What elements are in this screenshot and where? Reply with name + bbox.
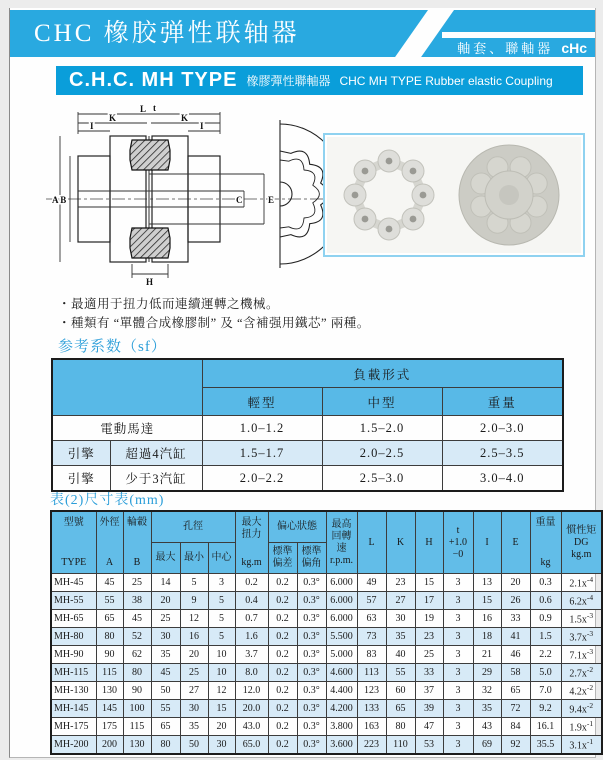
dim-value: 1.5 [530, 628, 561, 646]
dim-table-row [51, 700, 602, 718]
sf-value: 2.0–3.0 [442, 416, 563, 441]
page-header-band [10, 10, 595, 57]
dim-value: 3 [443, 718, 473, 736]
dim-value: 45 [123, 610, 151, 628]
dim-value: 0.3° [297, 718, 326, 736]
dim-value: 35 [180, 718, 208, 736]
dim-value: 73 [357, 628, 386, 646]
dim-value: 45 [96, 574, 123, 592]
dim-value: 6.000 [326, 574, 357, 592]
dim-value: 12 [180, 610, 208, 628]
dim-table-row [51, 718, 602, 736]
dim-value: 3 [208, 574, 235, 592]
dim-value: 0.2 [268, 664, 297, 682]
dim-inertia-value: $4.2x^{-2}$ [561, 682, 602, 700]
dim-value: 3.7 [235, 646, 268, 664]
sf-row-label: 引擎 [52, 466, 110, 492]
product-photo-image [327, 137, 581, 253]
category-tab [457, 37, 587, 58]
dim-value: 20 [180, 646, 208, 664]
dim-section-title: 表(2)尺寸表(mm) [50, 493, 165, 508]
dim-value: 6.000 [326, 610, 357, 628]
dim-value: 23 [415, 628, 443, 646]
dim-value: 5.0 [530, 664, 561, 682]
dim-value: 92 [501, 736, 530, 755]
dim-value: 0.3° [297, 736, 326, 755]
dim-value: 16.1 [530, 718, 561, 736]
dim-value: 47 [415, 718, 443, 736]
product-title-en: CHC MH TYPE Rubber elastic Coupling [339, 73, 553, 88]
dim-value: 3 [443, 574, 473, 592]
dim-value: 30 [180, 700, 208, 718]
dim-value: 37 [415, 682, 443, 700]
dim-value: 29 [473, 664, 501, 682]
dim-value: 90 [96, 646, 123, 664]
col-header-bore-min: 最小 [180, 543, 208, 574]
dim-value: 5 [208, 628, 235, 646]
dim-value: 49 [357, 574, 386, 592]
dim-value: 50 [180, 736, 208, 755]
dim-value: 55 [386, 664, 415, 682]
dim-value: 38 [123, 592, 151, 610]
col-header-std-deviation: 標準 偏差 [268, 543, 297, 574]
dim-value: 10 [208, 646, 235, 664]
sf-row-sublabel: 少于3汽缸 [110, 466, 202, 492]
dim-table-row [51, 682, 602, 700]
dim-type: MH-130 [51, 682, 96, 700]
dim-value: 55 [96, 592, 123, 610]
col-header-torque: 最大 扭力 kg.m [235, 511, 268, 574]
dim-value: 65 [386, 700, 415, 718]
page-title: CHC 橡胶弹性联轴器 [34, 20, 300, 47]
dim-value: 5.000 [326, 646, 357, 664]
dim-value: 0.2 [268, 718, 297, 736]
dim-value: 26 [501, 592, 530, 610]
dim-value: 53 [415, 736, 443, 755]
dim-value: 25 [180, 664, 208, 682]
dim-value: 33 [415, 664, 443, 682]
dim-value: 25 [123, 574, 151, 592]
dim-value: 21 [473, 646, 501, 664]
dim-value: 39 [415, 700, 443, 718]
dim-value: 25 [151, 610, 180, 628]
dim-inertia-value: $3.7x^{-3}$ [561, 628, 602, 646]
dim-value: 0.2 [268, 610, 297, 628]
col-header-H: H [415, 511, 443, 574]
col-header-I: I [473, 511, 501, 574]
dim-value: 16 [473, 610, 501, 628]
dim-value: 33 [501, 610, 530, 628]
dim-type: MH-55 [51, 592, 96, 610]
dim-value: 110 [386, 736, 415, 755]
feature-note-1: ・最適用于扭力低而連續運轉之機械。 [58, 297, 280, 311]
dim-value: 13 [473, 574, 501, 592]
dim-value: 32 [473, 682, 501, 700]
dim-value: 80 [386, 718, 415, 736]
dim-value: 90 [123, 682, 151, 700]
dim-value: 84 [501, 718, 530, 736]
dim-value: 3 [443, 646, 473, 664]
rubber-disc-element [459, 145, 559, 245]
dim-value: 16 [180, 628, 208, 646]
dim-value: 130 [123, 736, 151, 755]
dim-value: 163 [357, 718, 386, 736]
dim-value: 20 [501, 574, 530, 592]
dim-value: 0.3° [297, 610, 326, 628]
dim-value: 58 [501, 664, 530, 682]
dim-inertia-value: $7.1x^{-3}$ [561, 646, 602, 664]
dim-value: 3.800 [326, 718, 357, 736]
dim-value: 17 [415, 592, 443, 610]
dim-value: 23 [386, 574, 415, 592]
sf-row-label: 電動馬達 [52, 416, 202, 441]
dim-value: 43.0 [235, 718, 268, 736]
sf-table-row [52, 441, 563, 466]
dim-value: 41 [501, 628, 530, 646]
dim-value: 4.400 [326, 682, 357, 700]
dim-value: 7.0 [530, 682, 561, 700]
sf-row-label: 引擎 [52, 441, 110, 466]
dim-value: 9 [180, 592, 208, 610]
dim-value: 3 [443, 700, 473, 718]
dim-value: 0.2 [268, 736, 297, 755]
dim-value: 12 [208, 682, 235, 700]
category-tab-label: 軸套、聯軸器 [457, 41, 554, 56]
dim-value: 20 [208, 718, 235, 736]
sf-value: 1.5–1.7 [202, 441, 322, 466]
dim-value: 30 [386, 610, 415, 628]
dim-value: 0.2 [268, 592, 297, 610]
dim-value: 113 [357, 664, 386, 682]
sf-section-title: 参考系数（sf） [58, 339, 167, 355]
dim-value: 0.9 [530, 610, 561, 628]
dim-value: 15 [208, 700, 235, 718]
col-header-t: t +1.0 −0 [443, 511, 473, 574]
dim-value: 3 [443, 682, 473, 700]
dim-value: 5.500 [326, 628, 357, 646]
sf-value: 2.0–2.2 [202, 466, 322, 492]
col-header-K: K [386, 511, 415, 574]
dim-label-K-left: K [109, 113, 117, 123]
dim-value: 223 [357, 736, 386, 755]
dim-value: 0.6 [530, 592, 561, 610]
dim-value: 0.2 [268, 700, 297, 718]
rubber-element-section-top [130, 140, 170, 170]
dim-value: 133 [357, 700, 386, 718]
dim-inertia-value: $1.5x^{-3}$ [561, 610, 602, 628]
dim-type: MH-175 [51, 718, 96, 736]
technical-drawing [32, 104, 337, 292]
dim-value: 0.3° [297, 628, 326, 646]
dim-table-row [51, 736, 602, 755]
dim-value: 175 [96, 718, 123, 736]
dim-value: 43 [473, 718, 501, 736]
dim-value: 6.000 [326, 592, 357, 610]
sf-col-header-medium: 中型 [322, 388, 442, 416]
dim-value: 4.600 [326, 664, 357, 682]
col-header-inertia: 慣性矩 DG kg.m [561, 511, 602, 574]
feature-notes [58, 295, 370, 333]
dim-value: 30 [208, 736, 235, 755]
dim-value: 20.0 [235, 700, 268, 718]
col-header-hub: 輪轂 B [123, 511, 151, 574]
dim-value: 3 [443, 628, 473, 646]
dim-value: 145 [96, 700, 123, 718]
dim-type: MH-90 [51, 646, 96, 664]
dim-inertia-value: $2.7x^{-2}$ [561, 664, 602, 682]
sf-table-row [52, 466, 563, 492]
dim-inertia-value: $3.1x^{-1}$ [561, 736, 602, 755]
dim-value: 200 [96, 736, 123, 755]
dim-value: 0.3° [297, 592, 326, 610]
dim-value: 15 [473, 592, 501, 610]
col-header-E: E [501, 511, 530, 574]
dim-value: 5 [208, 610, 235, 628]
dim-type: MH-45 [51, 574, 96, 592]
dim-value: 0.4 [235, 592, 268, 610]
col-header-weight: 重量 kg [530, 511, 561, 574]
chc-logo: cHc [561, 39, 587, 56]
sf-col-header-heavy: 重量 [442, 388, 563, 416]
dim-label-AB: A B [52, 195, 67, 205]
dim-label-E: E [268, 195, 275, 205]
dim-table-row [51, 646, 602, 664]
product-title-cn: 橡膠彈性聯軸器 [246, 74, 331, 88]
dim-value: 65.0 [235, 736, 268, 755]
dim-value: 15 [415, 574, 443, 592]
sf-value: 1.0–1.2 [202, 416, 322, 441]
dim-value: 9.2 [530, 700, 561, 718]
dim-type: MH-80 [51, 628, 96, 646]
dim-value: 55 [151, 700, 180, 718]
dim-inertia-value: $6.2x^{-4}$ [561, 592, 602, 610]
feature-note-2: ・種類有 “單體合成橡膠制” 及 “含補强用鐵芯” 兩種。 [58, 316, 370, 330]
dimension-table [50, 510, 603, 755]
dim-type: MH-145 [51, 700, 96, 718]
dim-value: 12.0 [235, 682, 268, 700]
dim-value: 0.3° [297, 646, 326, 664]
dim-value: 5 [208, 592, 235, 610]
dim-label-I-left: I [90, 121, 94, 131]
dim-type: MH-200 [51, 736, 96, 755]
dim-table-row [51, 610, 602, 628]
dim-value: 35 [151, 646, 180, 664]
dim-value: 0.3° [297, 682, 326, 700]
sf-value: 2.0–2.5 [322, 441, 442, 466]
dim-label-H: H [146, 277, 154, 287]
page [9, 8, 596, 758]
sf-value: 2.5–3.0 [322, 466, 442, 492]
col-header-bore-center: 中心 [208, 543, 235, 574]
dim-value: 60 [386, 682, 415, 700]
sf-load-type-header: 負載形式 [202, 359, 563, 388]
dim-table-row [51, 628, 602, 646]
dim-value: 69 [473, 736, 501, 755]
dim-value: 2.2 [530, 646, 561, 664]
dim-label-I-right: I [200, 121, 204, 131]
dim-value: 80 [123, 664, 151, 682]
dim-value: 27 [386, 592, 415, 610]
dim-value: 0.3° [297, 700, 326, 718]
dim-value: 3 [443, 664, 473, 682]
dim-inertia-value: $1.9x^{-1}$ [561, 718, 602, 736]
dim-value: 115 [96, 664, 123, 682]
dim-value: 0.2 [235, 574, 268, 592]
dim-value: 65 [96, 610, 123, 628]
dim-value: 27 [180, 682, 208, 700]
dim-type: MH-115 [51, 664, 96, 682]
dim-label-L: L [140, 104, 147, 114]
rubber-element-section-bottom [130, 228, 170, 258]
dim-inertia-value: $9.4x^{-2}$ [561, 700, 602, 718]
col-header-outer-dia: 外徑 A [96, 511, 123, 574]
product-type-title: C.H.C. MH TYPE [69, 69, 238, 91]
dim-value: 52 [123, 628, 151, 646]
dim-value: 40 [386, 646, 415, 664]
dim-value: 30 [151, 628, 180, 646]
dim-value: 35 [386, 628, 415, 646]
dim-value: 10 [208, 664, 235, 682]
col-header-type: 型號 TYPE [51, 511, 96, 574]
dim-value: 3.600 [326, 736, 357, 755]
dim-value: 0.7 [235, 610, 268, 628]
col-header-eccentricity: 偏心狀態 [268, 511, 326, 543]
dim-value: 3 [443, 736, 473, 755]
dim-value: 0.2 [268, 646, 297, 664]
dim-value: 35.5 [530, 736, 561, 755]
dim-value: 0.3° [297, 574, 326, 592]
sf-table-row [52, 416, 563, 441]
dim-value: 19 [415, 610, 443, 628]
dim-value: 46 [501, 646, 530, 664]
dim-value: 57 [357, 592, 386, 610]
sf-value: 2.5–3.5 [442, 441, 563, 466]
dim-table-row [51, 574, 602, 592]
col-header-bore: 孔徑 [151, 511, 235, 543]
dim-value: 50 [151, 682, 180, 700]
dim-value: 63 [357, 610, 386, 628]
dim-value: 20 [151, 592, 180, 610]
sf-value: 3.0–4.0 [442, 466, 563, 492]
sf-value: 1.5–2.0 [322, 416, 442, 441]
dim-value: 0.2 [268, 574, 297, 592]
dim-value: 115 [123, 718, 151, 736]
dim-value: 80 [96, 628, 123, 646]
dim-value: 72 [501, 700, 530, 718]
dim-value: 65 [501, 682, 530, 700]
dim-value: 25 [415, 646, 443, 664]
dim-type: MH-65 [51, 610, 96, 628]
dim-value: 123 [357, 682, 386, 700]
col-header-bore-max: 最大 [151, 543, 180, 574]
dim-value: 3 [443, 610, 473, 628]
dim-value: 35 [473, 700, 501, 718]
sf-blank-header [52, 359, 202, 416]
dim-value: 4.200 [326, 700, 357, 718]
service-factor-table [51, 358, 564, 492]
dim-label-t: t [153, 104, 156, 113]
dim-value: 130 [96, 682, 123, 700]
dim-value: 83 [357, 646, 386, 664]
product-title-bar [56, 66, 583, 95]
dim-value: 0.3° [297, 664, 326, 682]
dim-value: 0.3 [530, 574, 561, 592]
dim-label-K-right: K [181, 113, 189, 123]
dim-value: 80 [151, 736, 180, 755]
sf-col-header-light: 輕型 [202, 388, 322, 416]
dim-value: 0.2 [268, 682, 297, 700]
dim-table-row [51, 664, 602, 682]
product-photo [323, 133, 585, 257]
dim-inertia-value: $2.1x^{-4}$ [561, 574, 602, 592]
dim-value: 0.2 [268, 628, 297, 646]
dim-value: 100 [123, 700, 151, 718]
dim-value: 18 [473, 628, 501, 646]
dim-value: 3 [443, 592, 473, 610]
dim-value: 62 [123, 646, 151, 664]
col-header-std-angle: 標準 偏角 [297, 543, 326, 574]
dim-value: 14 [151, 574, 180, 592]
sf-row-sublabel: 超過4汽缸 [110, 441, 202, 466]
col-header-L: L [357, 511, 386, 574]
dim-value: 45 [151, 664, 180, 682]
dim-value: 65 [151, 718, 180, 736]
dim-value: 1.6 [235, 628, 268, 646]
dim-value: 8.0 [235, 664, 268, 682]
dim-label-C: C [236, 195, 243, 205]
dim-value: 5 [180, 574, 208, 592]
col-header-rpm: 最高 回轉 速 r.p.m. [326, 511, 357, 574]
dim-table-row [51, 592, 602, 610]
